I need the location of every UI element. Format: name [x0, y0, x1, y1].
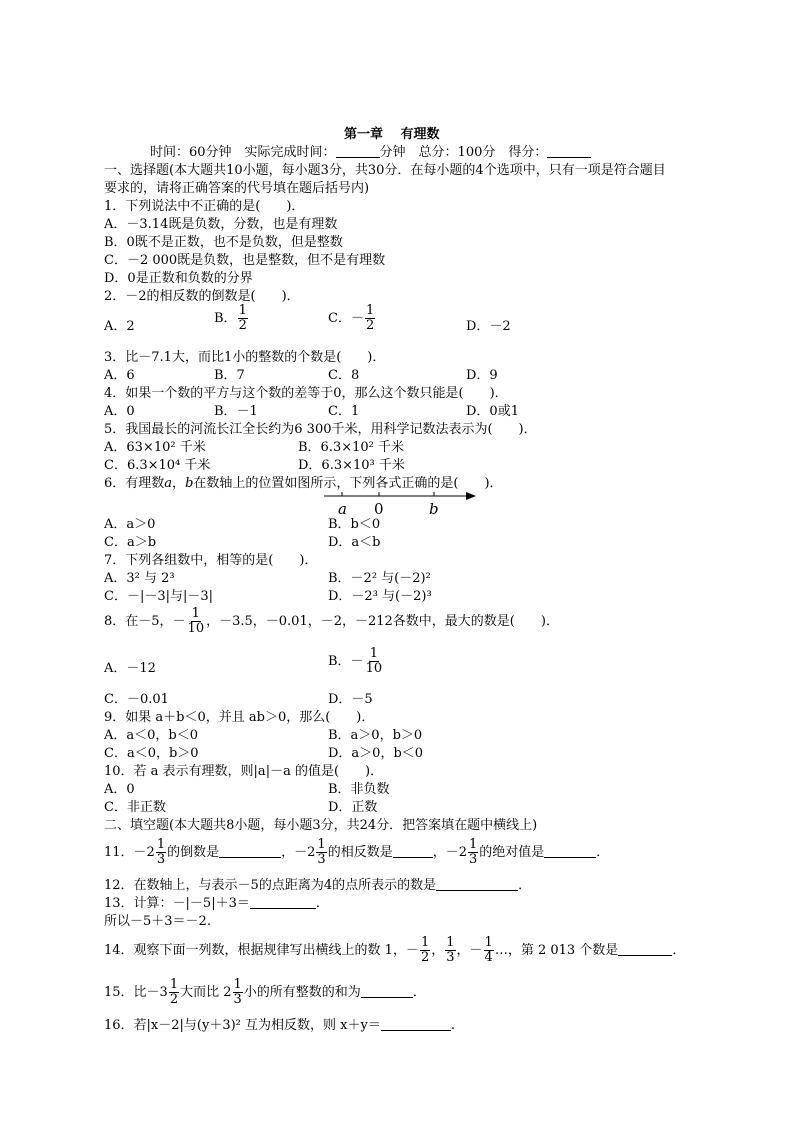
q1-option-c: C．－2 000既是负数，也是整数，但不是有理数: [104, 253, 386, 268]
frac-numerator: 1: [468, 837, 478, 852]
q2-option-c: [328, 304, 376, 333]
q11-fraction-3: [468, 838, 478, 867]
q6-option-a: A．a＞0: [104, 517, 156, 532]
q15: [104, 978, 426, 1007]
q6-option-d: D．a＜b: [328, 535, 381, 550]
q2-option-c-fraction: [365, 304, 375, 333]
q8-option-b-label: B．－: [328, 654, 364, 669]
q11-answer-blank-1[interactable]: [219, 844, 281, 858]
q12-end: ．: [518, 878, 532, 893]
section1-heading-line2: 要求的，请将正确答案的代号填在题后括号内): [104, 181, 370, 196]
q7-option-a: A．3² 与 2³: [104, 571, 175, 586]
frac-numerator: 1: [169, 977, 179, 992]
frac-numerator: 1: [317, 837, 326, 852]
q5-option-c: C．6.3×10⁴ 千米: [104, 458, 211, 473]
frac-denominator: 10: [365, 661, 383, 676]
q14-fraction-1: [420, 936, 430, 965]
actual-time-blank[interactable]: [336, 144, 380, 158]
frac-denominator: 2: [238, 318, 247, 333]
q11-part7: ．: [596, 845, 610, 860]
q12: [104, 877, 531, 894]
q12-text: 12．在数轴上，与表示－5的点距离为4的点所表示的数是: [104, 878, 437, 893]
q11-part6: 的绝对值是: [479, 845, 545, 860]
q8-option-d: D．－5: [328, 692, 373, 707]
q14-part1: 14．观察下面一列数，根据规律写出横线上的数 1，－: [104, 943, 419, 958]
q11-part5: ，－2: [432, 845, 467, 860]
score-blank[interactable]: [547, 144, 591, 158]
q7-stem: 7．下列各组数中，相等的是( )．: [104, 553, 318, 568]
q9-option-d: D．a＞0，b＜0: [328, 746, 424, 761]
q15-fraction-1: [169, 978, 179, 1007]
q15-answer-blank[interactable]: [361, 984, 413, 998]
q2-option-a: A．2: [104, 319, 135, 334]
q5-option-d: D．6.3×10³ 千米: [298, 458, 405, 473]
q10-stem: 10．若 a 表示有理数，则|a|－a 的值是( )．: [104, 764, 384, 779]
section1-heading-line1: 一、选择题(本大题共10小题，每小题3分，共30分．在每小题的4个选项中，只有一项是符合题目: [104, 163, 666, 178]
frac-numerator: 1: [446, 935, 455, 950]
q11-part1: 11．－2: [104, 845, 155, 860]
q14-part5: ．: [672, 943, 686, 958]
q13-line2: 所以－5＋3＝－2.: [104, 914, 211, 929]
axis-label-b: b: [429, 500, 439, 518]
q8-stem-post: ，－3.5，－0.01，－2，－212各数中，最大的数是( )．: [206, 614, 559, 629]
frac-numerator: 1: [369, 646, 378, 661]
q14-fraction-3: [484, 936, 494, 965]
q4-stem: 4．如果一个数的平方与这个数的差等于0，那么这个数只能是( )．: [104, 386, 508, 401]
exam-meta: [150, 144, 591, 161]
frac-denominator: 10: [187, 621, 205, 636]
q8-stem-fraction: [187, 607, 206, 636]
q15-part4: ．: [412, 985, 426, 1000]
q13: [104, 895, 329, 912]
q16-end: .: [450, 1018, 455, 1033]
q16-answer-blank[interactable]: [381, 1017, 451, 1031]
q1-option-b: B．0既不是正数，也不是负数，但是整数: [104, 235, 343, 250]
meta-time-label: 时间：60分钟 实际完成时间：: [150, 145, 336, 160]
q5-stem: 5．我国最长的河流长江全长约为6 300千米，用科学记数法表示为( )．: [104, 422, 537, 437]
q13-end: ．: [315, 896, 329, 911]
q5-option-b: B．6.3×10² 千米: [298, 440, 405, 455]
frac-denominator: 3: [317, 852, 326, 867]
q15-part1: 15．比－3: [104, 985, 168, 1000]
frac-numerator: 1: [191, 606, 200, 621]
q2-stem: 2．－2的相反数的倒数是( )．: [104, 289, 300, 304]
q11-part4: 的相反数是: [327, 845, 393, 860]
q15-fraction-2: [233, 978, 243, 1007]
q11-part3: ，－2: [281, 845, 316, 860]
q11-answer-blank-3[interactable]: [544, 844, 596, 858]
q14-fraction-2: [445, 936, 455, 965]
q11-fraction-1: [156, 838, 166, 867]
q1-option-a: A．－3.14既是负数，分数，也是有理数: [104, 217, 338, 232]
q8-stem-pre: 8．在－5，－: [104, 614, 186, 629]
q2-option-b-fraction: [238, 304, 248, 333]
frac-denominator: 2: [420, 950, 430, 965]
q3-option-c: C．8: [328, 368, 360, 383]
frac-numerator: 1: [365, 303, 375, 318]
q14-part2: ，: [431, 943, 445, 958]
q7-option-c: C．－|－3|与|－3|: [104, 589, 214, 604]
frac-numerator: 1: [233, 977, 242, 992]
frac-numerator: 1: [420, 935, 430, 950]
axis-label-a: a: [338, 500, 347, 518]
q11-fraction-2: [316, 838, 326, 867]
q11-answer-blank-2[interactable]: [393, 844, 433, 858]
q13-answer-blank[interactable]: [250, 895, 316, 909]
axis-label-zero: 0: [374, 500, 384, 518]
q8-option-b-fraction: [365, 647, 384, 676]
q4-option-b: B．－1: [214, 404, 258, 419]
q8-stem: [104, 607, 559, 636]
q4-option-a: A．0: [104, 404, 135, 419]
q8-option-c: C．－0.01: [104, 692, 169, 707]
q9-stem: 9．如果 a＋b＜0，并且 ab＞0，那么( )．: [104, 710, 375, 725]
q13-text: 13．计算：－|－5|＋3＝: [104, 896, 250, 911]
q6-stem-post: 在数轴上的位置如图所示，下列各式正确的是( )．: [193, 476, 503, 491]
q3-option-d: D．9: [466, 368, 498, 383]
q16-text: 16．若|x－2|与(y＋3)² 互为相反数，则 x＋y＝: [104, 1018, 381, 1033]
q5-option-a: A．63×10² 千米: [104, 440, 206, 455]
q10-option-b: B．非负数: [328, 782, 390, 797]
q8-option-b: [328, 647, 384, 676]
chapter-title: 第一章 有理数: [344, 127, 440, 142]
q8-option-a: A．－12: [104, 661, 156, 676]
q15-part3: 小的所有整数的和为: [243, 985, 361, 1000]
q6-stem-mid: ，: [172, 476, 186, 491]
frac-denominator: 3: [468, 852, 478, 867]
frac-denominator: 3: [233, 992, 242, 1007]
meta-score-label: 分钟 总分：100分 得分：: [379, 145, 548, 160]
q6-option-c: C．a＞b: [104, 535, 157, 550]
q2-option-b: [214, 304, 249, 333]
q3-stem: 3．比－7.1大，而比1小的整数的个数是( )．: [104, 350, 386, 365]
q4-option-c: C．1: [328, 404, 360, 419]
q9-option-b: B．a＞0，b＞0: [328, 728, 423, 743]
q6-option-b: B．b＜0: [328, 517, 381, 532]
q1-stem: 1．下列说法中不正确的是( )．: [104, 199, 305, 214]
q4-option-d: D．0或1: [466, 404, 519, 419]
q3-option-b: B．7: [214, 368, 245, 383]
q3-option-a: A．6: [104, 368, 135, 383]
q6-var-b: b: [185, 476, 194, 491]
q14-part4: …，第 2 013 个数是: [494, 943, 619, 958]
frac-numerator: 1: [156, 837, 166, 852]
frac-denominator: 4: [484, 950, 493, 965]
q9-option-c: C．a＜0，b＞0: [104, 746, 199, 761]
q14-answer-blank[interactable]: [618, 942, 672, 956]
q7-option-b: B．－2² 与(－2)²: [328, 571, 431, 586]
section2-heading: 二、填空题(本大题共8小题，每小题3分，共24分．把答案填在题中横线上): [104, 818, 538, 833]
q14: [104, 936, 685, 965]
q2-option-c-label: C．－: [328, 311, 364, 326]
q6-stem-pre: 6．有理数: [104, 476, 165, 491]
frac-denominator: 3: [156, 852, 166, 867]
frac-denominator: 3: [446, 950, 455, 965]
q2-option-d: D．－2: [466, 319, 511, 334]
q12-answer-blank[interactable]: [436, 877, 518, 891]
q10-option-c: C．非正数: [104, 800, 166, 815]
frac-numerator: 1: [238, 303, 247, 318]
q7-option-d: D．－2³ 与(－2)³: [328, 589, 432, 604]
frac-denominator: 2: [365, 318, 375, 333]
q11-part2: 的倒数是: [167, 845, 220, 860]
q11: [104, 838, 609, 867]
frac-denominator: 2: [169, 992, 179, 1007]
q10-option-d: D．正数: [328, 800, 378, 815]
q10-option-a: A．0: [104, 782, 135, 797]
q1-option-d: D．0是正数和负数的分界: [104, 271, 253, 286]
q6-var-a: a: [164, 476, 173, 491]
q16: [104, 1017, 455, 1034]
q14-part3: ，－: [456, 943, 483, 958]
number-line-arrow-icon: [466, 492, 476, 500]
q9-option-a: A．a＜0，b＜0: [104, 728, 199, 743]
q2-option-b-label: B．: [214, 311, 237, 326]
frac-numerator: 1: [484, 935, 493, 950]
q15-part2: 大而比 2: [180, 985, 232, 1000]
